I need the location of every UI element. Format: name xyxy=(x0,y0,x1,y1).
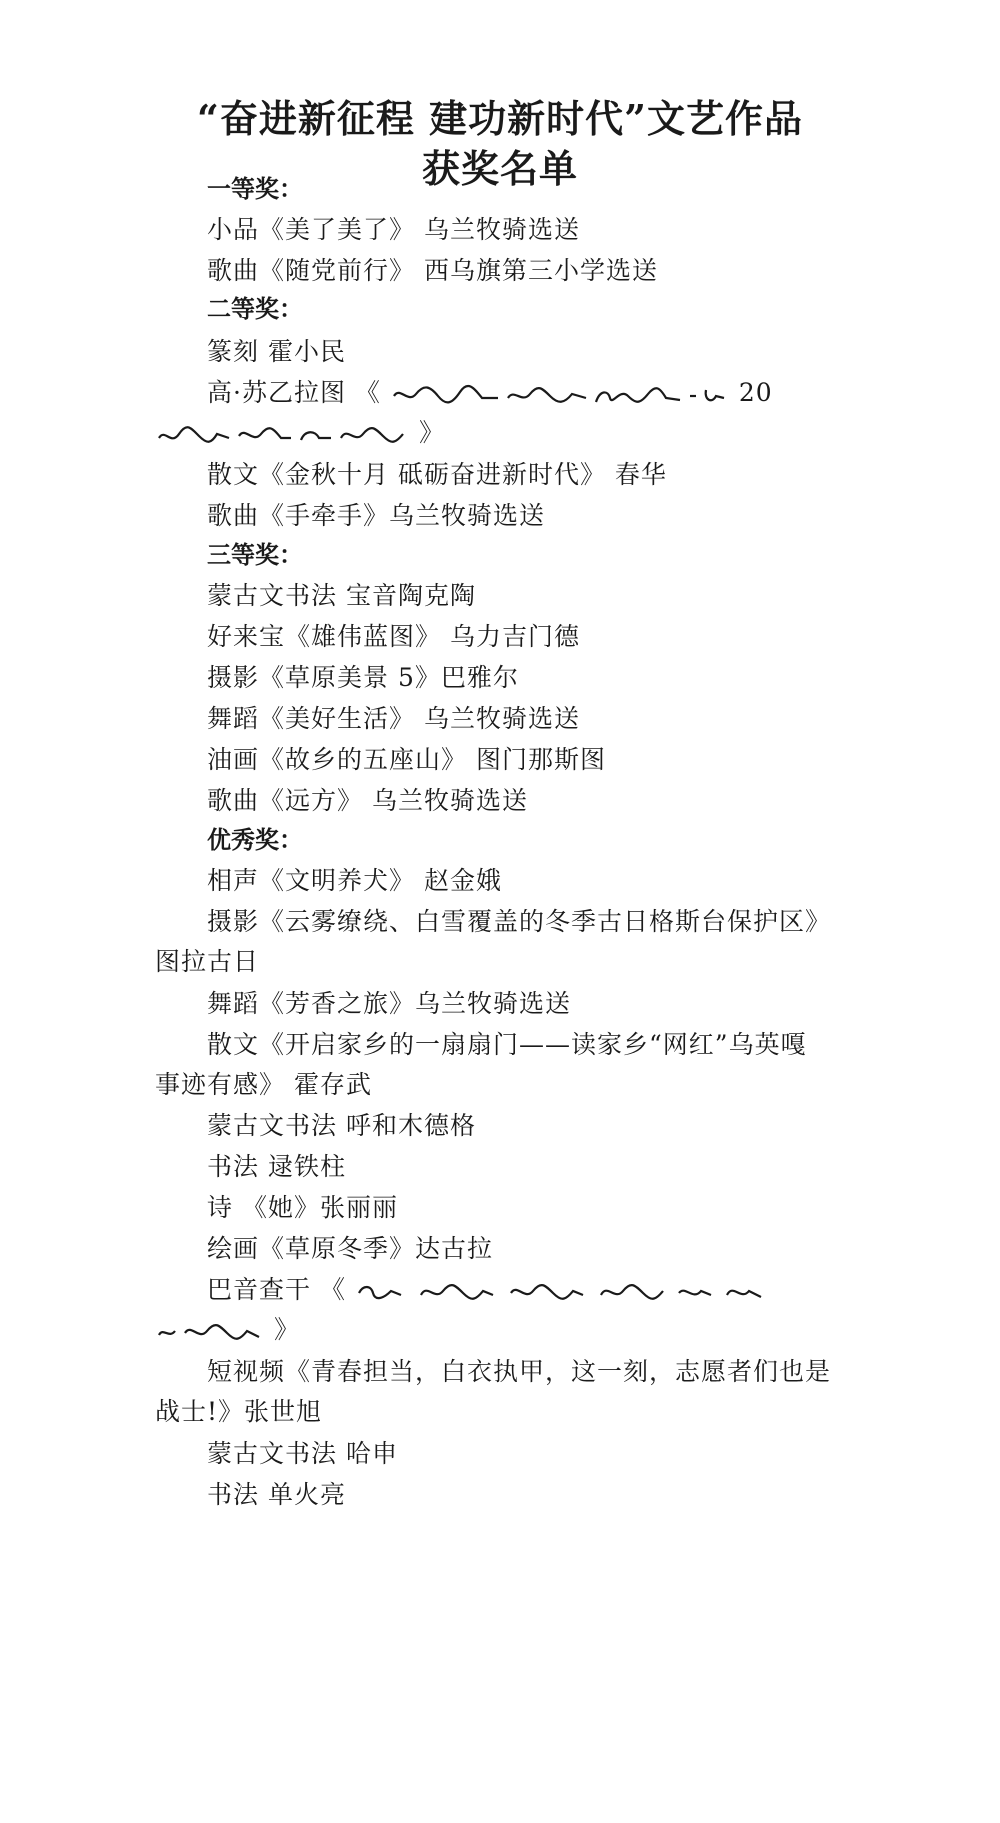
award-entry: 散文《开启家乡的一扇扇门——读家乡“网红”乌英嘎 xyxy=(207,1030,807,1059)
award-entry: 小品《美了美了》 乌兰牧骑选送 xyxy=(207,215,580,244)
mongolian-script-title-continued xyxy=(155,1317,265,1347)
award-entry: 相声《文明养犬》 赵金娥 xyxy=(207,866,502,895)
award-entry: 篆刻 霍小民 xyxy=(207,337,346,366)
section-heading-second-prize: 二等奖： xyxy=(207,295,303,323)
mongolian-script-title xyxy=(355,1277,765,1307)
award-entry: 歌曲《随党前行》 西乌旗第三小学选送 xyxy=(207,256,658,285)
award-entry-continued: 战士!》张世旭 xyxy=(155,1397,323,1426)
award-entry: 舞蹈《芳香之旅》乌兰牧骑选送 xyxy=(207,989,572,1018)
entry-suffix: 》 xyxy=(418,418,445,447)
award-entry: 好来宝《雄伟蓝图》 乌力吉门德 xyxy=(207,622,580,651)
award-entry: 蒙古文书法 呼和木德格 xyxy=(207,1111,476,1140)
award-entry: 书法 逯铁柱 xyxy=(207,1152,346,1181)
section-heading-third-prize: 三等奖： xyxy=(207,541,303,569)
award-entry-mongolian-continued xyxy=(155,416,445,450)
entry-prefix: 巴音查干 《 xyxy=(207,1275,346,1304)
award-entry: 摄影《云雾缭绕、白雪覆盖的冬季古日格斯台保护区》 xyxy=(207,907,832,936)
award-entry: 歌曲《远方》 乌兰牧骑选送 xyxy=(207,786,528,815)
mongolian-script-title-continued xyxy=(155,420,410,450)
entry-suffix: 20 xyxy=(738,378,773,407)
award-entry: 绘画《草原冬季》达古拉 xyxy=(207,1234,494,1263)
award-entry: 蒙古文书法 宝音陶克陶 xyxy=(207,581,476,610)
award-entry: 蒙古文书法 哈申 xyxy=(207,1439,398,1468)
entry-prefix: 高·苏乙拉图 《 xyxy=(207,378,381,407)
mongolian-script-title xyxy=(390,380,730,410)
award-entry-continued: 事迹有感》 霍存武 xyxy=(155,1070,372,1099)
award-entry: 油画《故乡的五座山》 图门那斯图 xyxy=(207,745,606,774)
award-entry: 书法 单火亮 xyxy=(207,1480,346,1509)
award-entry-mongolian-continued xyxy=(155,1313,300,1347)
award-entry: 短视频《青春担当，白衣执甲，这一刻，志愿者们也是 xyxy=(207,1357,832,1386)
award-entry: 歌曲《手牵手》乌兰牧骑选送 xyxy=(207,501,546,530)
award-entry-continued: 图拉古日 xyxy=(155,947,260,976)
award-entry-mongolian xyxy=(207,1273,765,1307)
award-entry: 舞蹈《美好生活》 乌兰牧骑选送 xyxy=(207,704,580,733)
award-entry-mongolian xyxy=(207,376,773,410)
section-heading-excellence-prize: 优秀奖： xyxy=(207,826,303,854)
page-subtitle: 获奖名单 xyxy=(421,146,578,191)
award-entry: 诗 《她》张丽丽 xyxy=(207,1193,398,1222)
award-entry: 摄影《草原美景 5》巴雅尔 xyxy=(207,663,519,692)
page-title: “奋进新征程 建功新时代”文艺作品 xyxy=(197,96,803,141)
entry-suffix: 》 xyxy=(273,1315,300,1344)
award-entry: 散文《金秋十月 砥砺奋进新时代》 春华 xyxy=(207,460,667,489)
section-heading-first-prize: 一等奖： xyxy=(207,175,303,203)
